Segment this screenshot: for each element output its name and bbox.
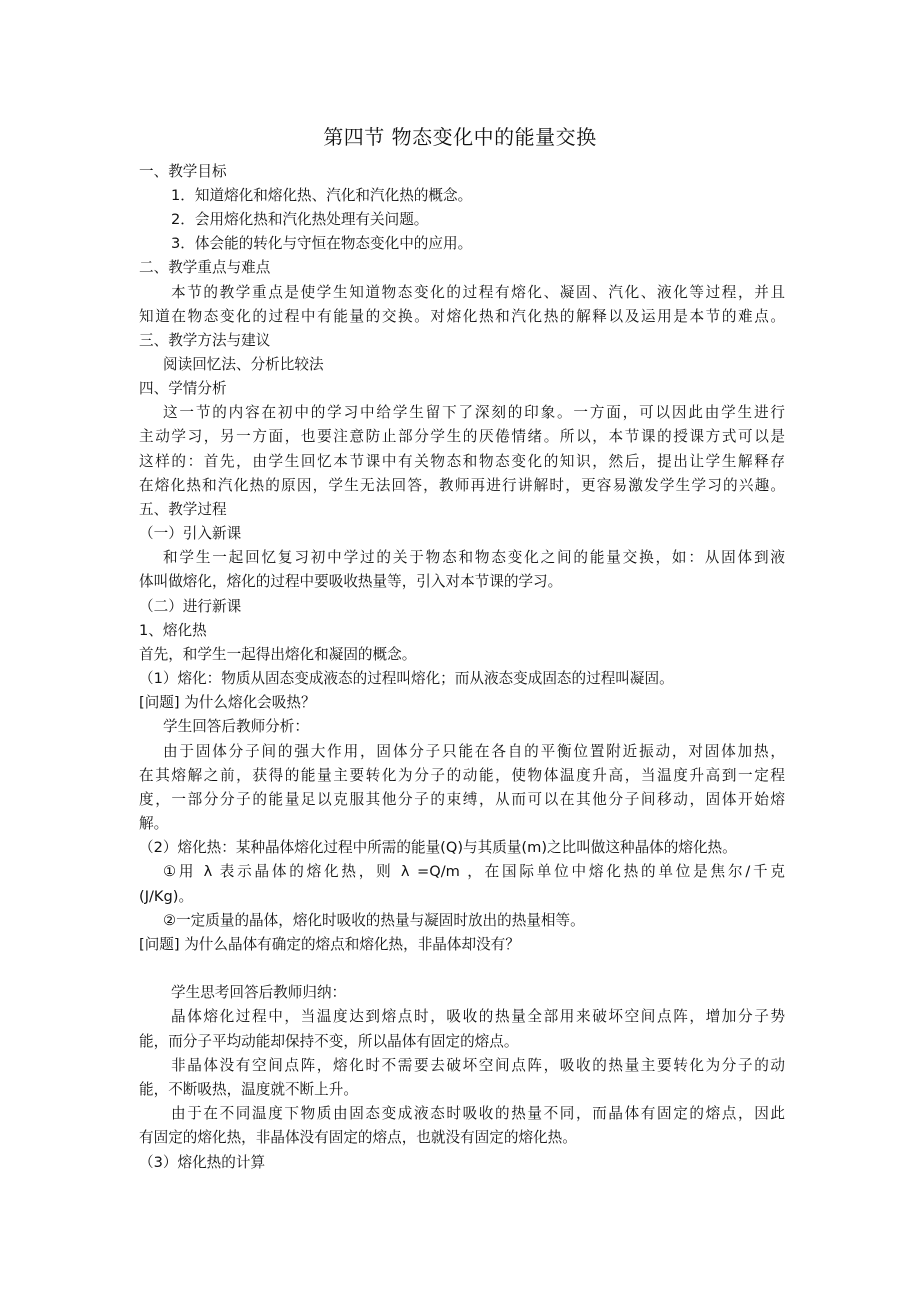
paragraph-line: 知道在物态变化的过程中有能量的交换。对熔化热和汽化热的解释以及运用是本节的难点。 — [139, 308, 785, 325]
paragraph-line: 能，而分子平均动能却保持不变，所以晶体有固定的熔点。 — [139, 1033, 519, 1050]
paragraph-line: 在熔化热和汽化热的原因，学生无法回答，教师再进行讲解时，更容易激发学生学习的兴趣。 — [139, 477, 785, 494]
question-line: [问题] 为什么晶体有确定的熔点和熔化热，非晶体却没有？ — [139, 936, 520, 953]
definition-line: （1）熔化：物质从固态变成液态的过程叫熔化；而从液态变成固态的过程叫凝固。 — [139, 670, 674, 687]
objective-item: 2．会用熔化热和汽化热处理有关问题。 — [171, 211, 429, 228]
paragraph-line: 本节的教学重点是使学生知道物态变化的过程有熔化、凝固、汽化、液化等过程，并且 — [171, 284, 785, 301]
section-heading-objectives: 一、教学目标 — [139, 163, 227, 180]
topic-heading: 1、熔化热 — [139, 622, 207, 639]
paragraph-line: 体叫做熔化，熔化的过程中要吸收热量等，引入对本节课的学习。 — [139, 573, 563, 590]
question-line: [问题] 为什么熔化会吸热？ — [139, 694, 316, 711]
paragraph-line: 和学生一起回忆复习初中学过的关于物态和物态变化之间的能量交换，如：从固体到液 — [163, 549, 785, 566]
page-title: 第四节 物态变化中的能量交换 — [323, 125, 597, 149]
paragraph-line: 有固定的熔化热，非晶体没有固定的熔点，也就没有固定的熔化热。 — [139, 1129, 577, 1146]
paragraph-line: 这样的：首先，由学生回忆本节课中有关物态和物态变化的知识，然后，提出让学生解释存 — [139, 453, 785, 470]
paragraph-line: 这一节的内容在初中的学习中给学生留下了深刻的印象。一方面，可以因此由学生进行 — [163, 404, 785, 421]
paragraph-line: 非晶体没有空间点阵，熔化时不需要去破坏空间点阵，吸收的热量主要转化为分子的动 — [171, 1057, 785, 1074]
paragraph-line: 学生思考回答后教师归纳： — [171, 984, 347, 1001]
section-heading-key-points: 二、教学重点与难点 — [139, 259, 271, 276]
objective-item: 1．知道熔化和熔化热、汽化和汽化热的概念。 — [171, 187, 473, 204]
paragraph-line: 由于在不同温度下物质由固态变成液态时吸收的热量不同，而晶体有固定的熔点，因此 — [171, 1105, 785, 1122]
definition-line: （2）熔化热：某种晶体熔化过程中所需的能量(Q)与其质量(m)之比叫做这种晶体的熔化热。 — [139, 839, 737, 856]
paragraph-line: 主动学习，另一方面，也要注意防止部分学生的厌倦情绪。所以，本节课的授课方式可以是 — [139, 428, 785, 445]
paragraph-line: 度，一部分分子的能量足以克服其他分子的束缚，从而可以在其他分子间移动，固体开始熔 — [139, 791, 785, 808]
paragraph-line: 学生回答后教师分析： — [163, 718, 309, 735]
objective-item: 3．体会能的转化与守恒在物态变化中的应用。 — [171, 235, 473, 252]
subsection-heading: （一）引入新课 — [139, 525, 242, 542]
section-heading-analysis: 四、学情分析 — [139, 380, 227, 397]
paragraph-line: ①用 λ 表示晶体的熔化热，则 λ =Q/m ，在国际单位中熔化热的单位是焦尔/千克 — [163, 863, 785, 880]
paragraph-line: 阅读回忆法、分析比较法 — [163, 356, 324, 373]
paragraph-line: 解。 — [139, 815, 169, 832]
section-heading-methods: 三、教学方法与建议 — [139, 332, 271, 349]
section-heading-process: 五、教学过程 — [139, 501, 227, 518]
paragraph-line: 在其熔解之前，获得的能量主要转化为分子的动能，使物体温度升高，当温度升高到一定程 — [139, 767, 785, 784]
paragraph-line: (J/Kg)。 — [139, 888, 194, 905]
paragraph-line: 晶体熔化过程中，当温度达到熔点时，吸收的热量全部用来破坏空间点阵，增加分子势 — [171, 1008, 785, 1025]
subsection-heading: （二）进行新课 — [139, 598, 242, 615]
paragraph-line: 首先，和学生一起得出熔化和凝固的概念。 — [139, 646, 417, 663]
paragraph-line: ②一定质量的晶体，熔化时吸收的热量与凝固时放出的热量相等。 — [163, 912, 585, 929]
paragraph-line: 由于固体分子间的强大作用，固体分子只能在各自的平衡位置附近振动，对固体加热， — [163, 743, 785, 760]
paragraph-line: 能，不断吸热，温度就不断上升。 — [139, 1081, 358, 1098]
definition-line: （3）熔化热的计算 — [139, 1154, 266, 1171]
